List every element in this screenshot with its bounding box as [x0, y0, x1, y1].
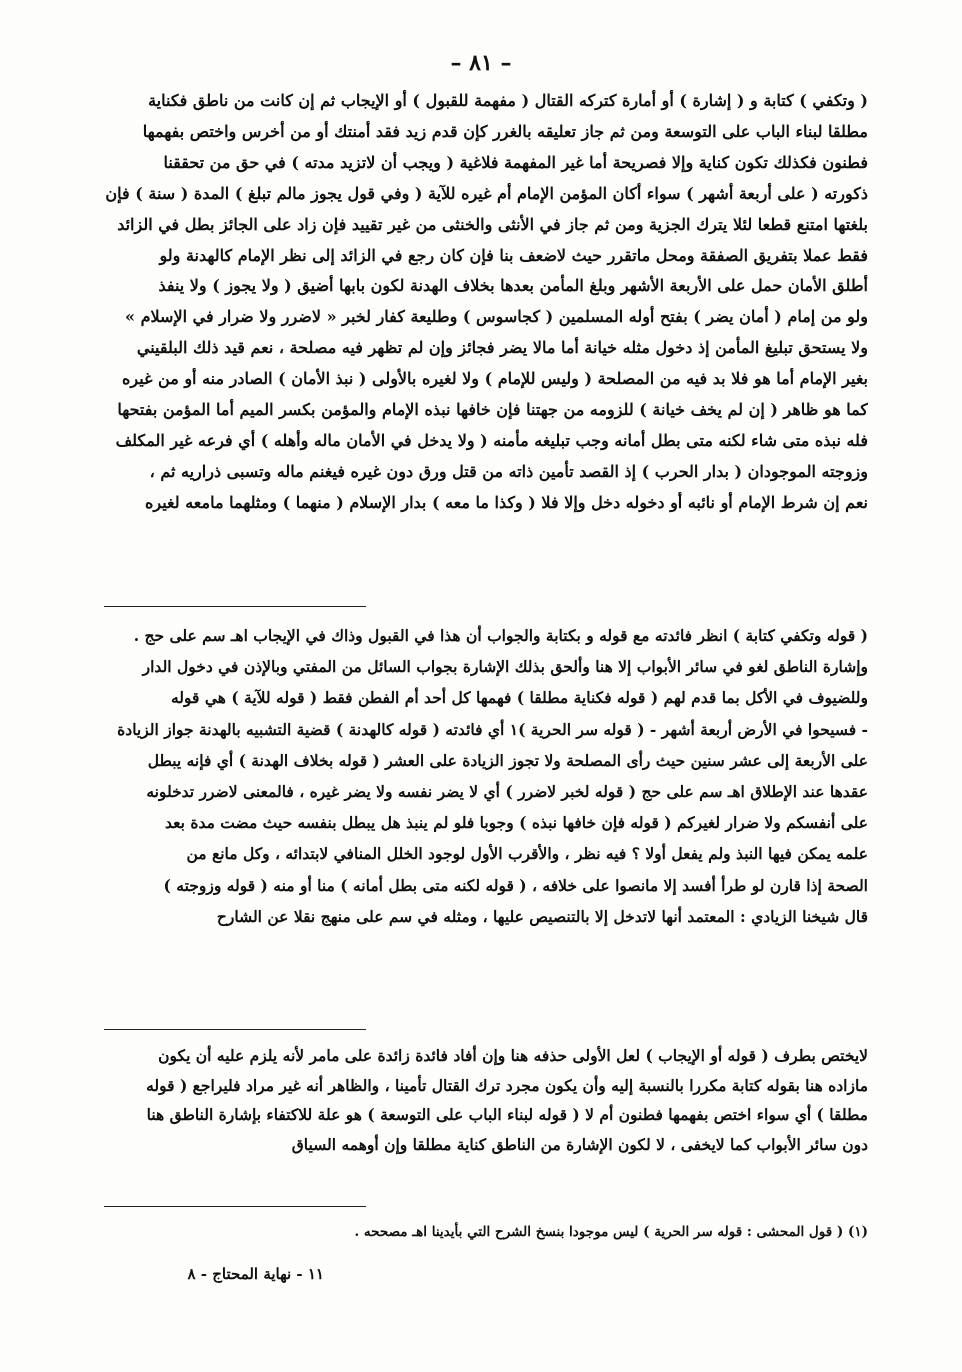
main-line: ولا يستحق تبليغ المأمن إذ دخول مثله خيانة أما مالا يضر فجائز وإن لم تظهر فيه مصلحة ، نعم قيد ذلك البلقيني	[136, 338, 868, 358]
main-line: ولو من إمام ( أمان يضر ) بفتح أوله المسلمين ( كجاسوس ) وطليعة كفار لخبر « لاضرر ولا ضرار في الإسلام »	[125, 307, 868, 327]
commentary-line: على أنفسكم ولا ضرار لغيركم ( قوله فإن خافها نبذه ) وجوبا فلو لم ينبذ هل يبطل بنفسه حيث مضت مدة بعد	[165, 813, 868, 833]
commentary-line: وللضيوف في الأكل بما قدم لهم ( قوله فكناية مطلقا ) فهمها كل أحد أم الفطن فقط ( قوله للآية ) هي قوله	[170, 688, 868, 708]
commentary-line: لايختص بطرف ( قوله أو الإيجاب ) لعل الأولى حذفه هنا وإن أفاد فائدة زائدة على مامر لأنه يلزم عليه أن يكون	[158, 1046, 868, 1065]
main-line: نعم إن شرط الإمام أو نائبه أو دخوله دخل وإلا فلا ( وكذا ما معه ) بدار الإسلام ( منهما ) ومثلهما مامعه لغيره	[145, 492, 868, 512]
main-line: بغير الإمام أما هو فلا بد فيه من المصلحة ( وليس للإمام ) ولا لغيره بالأولى ( نبذ الأمان ) الصادر منه أو من غيره	[122, 369, 868, 389]
main-line: فطنون فكذلك تكون كناية وإلا فصريحة أما غير المفهمة فلاغية ( ويجب أن لاتزيد مدته ) في حق من تحققنا	[163, 152, 868, 172]
main-line: أطلق الأمان حمل على الأربعة الأشهر وبلغ المأمن بعدها بخلاف الهدنة لكون بابها أضيق ( ولا يجوز ) ولا ينفذ	[158, 276, 868, 296]
signature-mark: ١١ - نهاية المحتاج - ٨	[187, 1265, 324, 1283]
footnote-divider	[104, 1206, 366, 1207]
footnote: (١) ( قول المحشى : قوله سر الحرية ) ليس موجودا بنسخ الشرح التي بأيدينا اهـ مصححه .	[354, 1224, 868, 1240]
section-divider	[104, 1029, 366, 1030]
main-line: وزوجته الموجودان ( بدار الحرب ) إذ القصد تأمين ذاته من قتل ورق دون غيره فيغنم ماله وتسبى ذراريه ثم ،	[149, 461, 868, 481]
commentary-line: - فسيحوا في الأرض أربعة أشهر - ( قوله سر الحرية )١ أي فائدته ( قوله كالهدنة ) قضية التشبيه بالهدنة جواز الزيادة	[117, 719, 868, 739]
commentary-line: مازاده هنا بقوله كتابة مكررا بالنسبة إليه وأن يكون مجرد ترك القتال تأمينا ، والظاهر أنه غير مراد فليراجع ( قوله	[146, 1075, 868, 1095]
page-number: – ٨١ –	[450, 50, 512, 76]
main-text	[98, 86, 868, 519]
commentary-block-2	[98, 1041, 868, 1159]
commentary-line: ( قوله وتكفي كتابة ) انظر فائدته مع قوله و بكتابة والجواب أن هذا في القبول وذاك في الإيجاب اهـ سم على حج .	[133, 626, 868, 645]
main-line: مطلقا لبناء الباب على التوسعة ومن ثم جاز تعليقه بالغرر كإن قدم زيد فقد أمنتك أو من أخرس واختص بفهمها	[142, 121, 868, 141]
commentary-line: على الأربعة إلى عشر سنين حيث رأى المصلحة ولا تجوز الزيادة على العشر ( قوله بخلاف الهدنة ) أي فإنه يبطل	[147, 750, 868, 770]
section-divider	[104, 606, 366, 607]
commentary-line: وإشارة الناطق لغو في سائر الأبواب إلا هنا وألحق بذلك الإشارة بجواب السائل من المفتي وبالإذن في دخول الدار	[142, 657, 868, 677]
commentary-line: مطلقا ) أي سواء اختص بفهمها فطنون أم لا ( قوله لبناء الباب على التوسعة ) هو علة للاكتفاء بإشارة الناطق هنا	[146, 1105, 868, 1124]
main-line: فقط عملا بتفريق الصفقة ومحل ماتقرر حيث لاضعف بنا فإن كان رجع في الزائد إلى نظر الإمام كالهدنة ولو	[159, 245, 868, 265]
main-line: ( وتكفي ) كتابة و ( إشارة ) أو أمارة كتركه القتال ( مفهمة للقبول ) أو الإيجاب ثم إن كانت من ناطق فكناية	[148, 91, 868, 110]
main-line: بلغتها امتنع قطعا لئلا يترك الجزية ومن ثم جاز في الأنثى والخنثى من غير تقييد فإن زاد على الجائز بطل في الزائد	[117, 214, 868, 234]
commentary-line: عقدها عند الإطلاق اهـ سم على حج ( قوله لخبر لاضرر ) أي لا يضر نفسه ولا يضر غيره ، فالمعنى لاضرر تدخلونه	[146, 782, 868, 802]
commentary-line: الصحة إذا قارن لو طرأ أفسد إلا مانصوا على خلافه ، ( قوله لكنه متى بطل أمانه ) منا أو منه ( قوله وزوجته )	[163, 875, 868, 895]
commentary-line: دون سائر الأبواب كما لايخفى ، لا لكون الإشارة من الناطق كناية مطلقا وإن أوهمه السياق	[291, 1134, 868, 1154]
commentary-line: قال شيخنا الزيادي : المعتمد أنها لاتدخل إلا بالتنصيص عليها ، ومثله في سم على منهج نقلا عن الشارح	[216, 906, 868, 926]
main-line: فله نبذه متى شاء لكنه متى بطل أمانه وجب تبليغه مأمنه ( ولا يدخل في الأمان ماله وأهله ) أي فرعه غير المكلف	[115, 430, 868, 450]
commentary-block-1	[98, 620, 868, 932]
main-line: ذكورته ( على أربعة أشهر ) سواء أكان المؤمن الإمام أم غيره للآية ( وفي قول يجوز مالم تبلغ ) المدة ( سنة ) فإن	[105, 183, 868, 203]
commentary-line: علمه يمكن فيها النبذ ولم يفعل أولا ؟ فيه نظر ، والأقرب الأول لوجود الخلل المنافي لابتدائه ، وكل مانع من	[186, 844, 868, 864]
main-line: كما هو ظاهر ( إن لم يخف خيانة ) للزومه من جهتنا فإن خافها نبذه الإمام والمؤمن بكسر الميم أما المؤمن بفتحها	[117, 400, 868, 420]
